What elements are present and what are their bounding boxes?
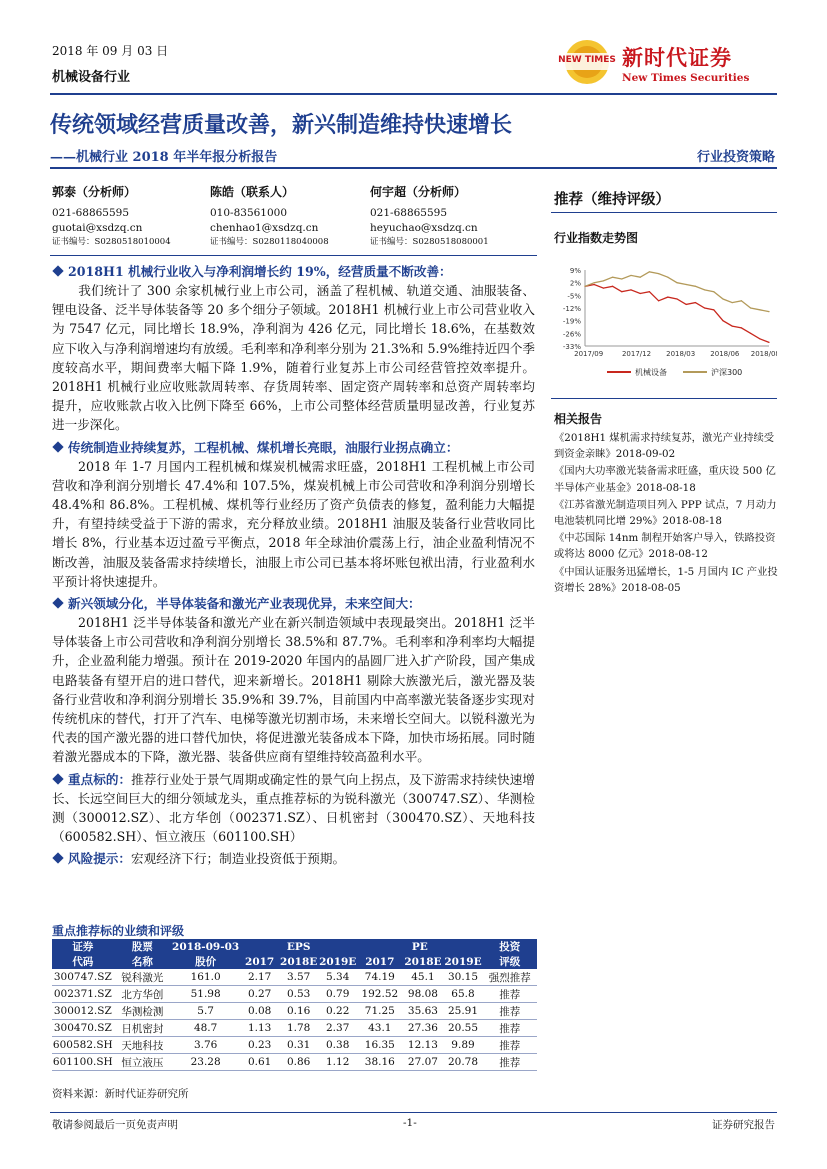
table-cell: 0.38 [318,1037,357,1054]
header-cell: PE [357,939,482,954]
table-row [52,1054,537,1071]
risk-text: 宏观经济下行；制造业投资低于预期。 [130,851,346,867]
table-cell: 推荐 [483,1037,537,1054]
analyst-phone: 021-68865595 [370,207,448,219]
chart-x-tick-label: 2018/08 [750,350,777,358]
table-cell: 0.86 [279,1054,318,1071]
table-cell: 48.7 [171,1020,240,1037]
analyst-card [370,183,530,249]
table-cell: 1.13 [240,1020,279,1037]
table-cell: 20.78 [443,1054,482,1071]
chart-point [630,289,631,290]
header-cell: 2017 [240,954,279,969]
section-heading-text: 新兴领域分化，半导体装备和激光产业表现优异，未来空间大： [68,596,421,612]
table-cell: 74.19 [357,969,402,986]
table-cell: 35.63 [402,1003,443,1020]
table-cell: 天地科技 [114,1037,172,1054]
table-cell: 300470.SZ [52,1020,114,1037]
chart-point [676,298,677,299]
analyst-divider [50,255,537,256]
header-cell: 股价 [171,954,240,969]
bullet-diamond-icon [52,265,63,276]
chart-point [594,282,595,283]
header-cell: 2019E [319,955,357,968]
analyst-name: 何宇超（分析师） [370,185,467,199]
paragraph-text: 2018 年 1-7 月国内工程机械和煤炭机械需求旺盛，2018H1 工程机械上市公司营收和净利润分别增长 47.4%和 107.5%，煤炭机械上市公司营收和净利润分别增长 48.4%和 86.8%。工程机械、煤机等行业经历了资产负债表的修复，盈利能力大幅提升，有望持续受益于下游的需求，充分释放业绩。2018H1 油服及装备行业营收同比增长 8%，行业基本迈过盈亏平衡点，2018 年全球油价震荡上行，油企业盈利情况不断改善，油服及装备需求持续增长，油服上市公司已基本将坏账包袱出清，行业盈利水平预计将快速提升。 [52,458,535,589]
chart-point [621,291,622,292]
table-cell: 0.53 [279,986,318,1003]
analyst-cert: 证书编号：S0280518080001 [370,237,489,247]
chart-point [695,286,696,287]
table-cell: 2.37 [318,1020,357,1037]
table-cell: 38.16 [357,1054,402,1071]
header-cell: 股票 [114,939,172,954]
chart-point [658,300,659,301]
logo-company-en: New Times Securities [622,72,750,84]
header-cell: 代码 [52,954,114,969]
header-cell: 2018E [404,955,442,968]
chart-point [759,309,760,310]
table-cell: 1.78 [279,1020,318,1037]
table-cell: 300012.SZ [52,1003,114,1020]
rating-divider [551,212,777,213]
chart-point [630,275,631,276]
table-cell: 推荐 [483,1020,537,1037]
header-cell: 2017 [357,954,402,969]
chart-point [759,338,760,339]
logo-icon [556,36,618,88]
report-date: 2018 年 09 月 03 日 [52,44,169,58]
analyst-phone: 021-68865595 [52,207,130,219]
section-heading [52,438,535,457]
chart-x-tick-label: 2017/12 [621,350,652,358]
chart-point [768,311,769,312]
chart-point [603,280,604,281]
related-list [554,430,778,596]
section-heading-text: 传统制造业持续复苏，工程机械、煤机增长亮眼，油服行业拐点确立： [68,439,459,455]
chart-point [584,286,585,287]
footer-divider [50,1112,777,1113]
key-picks-text: 推荐行业处于景气周期或确定性的景气向上拐点，及下游需求持续快速增长、长远空间巨大的细分领域龙头，重点推荐标的为锐科激光（300747.SZ）、华测检测（300012.SZ）、北方华创（002371.SZ）、日机密封（300470.SZ）、天地科技（600582.SH）、恒立液压（601100.SH） [52,771,536,845]
table-cell: 强烈推荐 [483,969,537,986]
chart-point [649,271,650,272]
analyst-email[interactable]: heyuchao@xsdzq.cn [370,222,478,234]
table-cell: 0.31 [279,1037,318,1054]
table-cell: 30.15 [443,969,482,986]
table-cell: 推荐 [483,1003,537,1020]
table-cell: 601100.SH [52,1054,114,1071]
bullet-diamond-icon [52,773,63,784]
table-cell: 3.57 [279,969,318,986]
chart-y-tick-label: 9% [569,267,581,275]
chart-x-tick-label: 2018/06 [710,350,740,358]
header-cell: 评级 [483,954,537,969]
page-number: -1- [403,1117,417,1129]
chart-point [667,277,668,278]
chart-point [741,327,742,328]
table-cell: 9.89 [443,1037,482,1054]
table-body [52,969,537,1071]
main-body [52,262,535,869]
related-item[interactable]: 《中芯国际 14nm 制程开始客户导入，铁路投资或将达 8000 亿元》2018-08-12 [554,532,776,561]
analyst-cert: 证书编号：S0280118040008 [210,237,329,247]
table-cell: 27.07 [402,1054,443,1071]
key-picks-paragraph [52,770,535,847]
analyst-email[interactable]: guotai@xsdzq.cn [52,222,143,234]
page-title: 传统领域经营质量改善，新兴制造维持快速增长 [50,112,513,138]
chart-point [695,302,696,303]
table-cell: 300747.SZ [52,969,114,986]
table-cell: 推荐 [483,986,537,1003]
chart-point [686,284,687,285]
rating-label: 推荐（维持评级） [554,191,670,208]
chart-point [667,297,668,298]
table-cell: 16.35 [357,1037,402,1054]
report-category: 行业投资策略 [696,150,775,165]
chart-x-tick-label: 2018/03 [666,350,696,358]
table-row [52,1020,537,1037]
chart-y-tick-label: -33% [562,343,581,351]
table-cell: 北方华创 [114,986,172,1003]
table-cell: 华测检测 [114,1003,172,1020]
table-cell: 日机密封 [114,1020,172,1037]
paragraph [52,281,535,435]
chart-svg [551,262,777,387]
table-cell: 43.1 [357,1020,402,1037]
chart-point [603,287,604,288]
header-cell: 2018E [280,955,318,968]
table-cell: 161.0 [171,969,240,986]
table-cell: 25.91 [443,1003,482,1020]
related-item[interactable]: 《2018H1 煤机需求持续复苏，激光产业持续受到资金亲睐》2018-09-02 [554,432,775,461]
table-cell: 1.12 [318,1054,357,1071]
table-cell: 0.16 [279,1003,318,1020]
chart-point [713,291,714,292]
table-cell: 0.79 [318,986,357,1003]
analyst-phone: 010-83561000 [210,207,288,219]
chart-point [612,286,613,287]
header-cell: 2019E [444,955,482,968]
table-cell: 192.52 [357,986,402,1003]
stock-table [52,939,537,1071]
footer-disclaimer[interactable]: 敬请参阅最后一页免责声明 [52,1119,178,1131]
table-row [52,1003,537,1020]
chart-point [722,320,723,321]
chart-y-tick-label: -12% [562,305,581,313]
chart-legend-label: 沪深300 [711,368,743,377]
related-item[interactable]: 《江苏省激光制造项目列入 PPP 试点，7 月动力电池装机同比增 29%》2018-08-18 [554,498,777,528]
chart-divider [551,398,777,399]
paragraph [52,613,535,767]
chart-series-line-0 [585,285,769,343]
table-cell: 5.7 [171,1003,240,1020]
table-row [52,1037,537,1054]
table-cell: 0.61 [240,1054,279,1071]
table-cell: 98.08 [402,986,443,1003]
chart-point [732,302,733,303]
analyst-name: 陈皓（联系人） [210,185,295,199]
chart-x-tick-label: 2017/09 [574,350,604,358]
chart-y-tick-label: -26% [562,330,581,339]
header-cell: 名称 [114,954,172,969]
table-cell: 3.76 [171,1037,240,1054]
table-cell: 65.8 [443,986,482,1003]
related-item[interactable]: 《国内大功率激光装备需求旺盛，重庆设 500 亿半导体产业基金》2018-08-18 [554,465,776,494]
title-divider [50,167,777,169]
chart-point [722,298,723,299]
header-cell: EPS [240,939,357,954]
table-header-row [52,954,537,969]
section-heading [52,594,535,613]
chart-point [640,277,641,278]
chart-point [686,304,687,305]
page-subtitle: ——机械行业 2018 年半年报分析报告 [50,150,278,165]
chart-point [768,342,769,343]
chart-point [750,333,751,334]
table-cell: 0.08 [240,1003,279,1020]
header-divider [50,93,777,95]
analyst-email[interactable]: chenhao1@xsdzq.cn [210,222,319,234]
analyst-cert: 证书编号：S0280518010004 [52,237,171,247]
header-cell: 证券 [52,939,114,954]
analyst-card [52,183,202,249]
paragraph-text: 我们统计了 300 余家机械行业上市公司，涵盖了程机械、轨道交通、油服装备、锂电设备、泛半导体装备等 20 多个细分子领域。2018H1 机械行业上市公司营业收入为 7547 亿元，同比增长 18.9%，净利润为 426 亿元，同比增长 18.6%，在基数效应下收入与净利润增速均有放缓。毛利率和净利率分别为 21.3%和 5.9%维持近四个季度较高水平，期间费率大幅下降 1.9%，随着行业复苏上市公司经营管控效率提升。2018H1 机械行业应收账款周转率、存货周转率、固定资产周转率和总资产周转率均提升，应收账款占收入比例下降至 66%，上市公司整体经营质量明显改善，行业复苏进一步深化。 [52,283,536,433]
index-chart [551,262,777,387]
chart-point [612,277,613,278]
table-cell: 锐科激光 [114,969,172,986]
chart-point [640,293,641,294]
table-row [52,969,537,986]
related-title: 相关报告 [554,412,603,426]
risk-label: 风险提示： [68,851,131,867]
stock-table-wrap [52,939,537,1071]
table-cell: 20.55 [443,1020,482,1037]
company-logo [556,36,618,88]
section-heading [52,262,535,281]
table-cell: 12.13 [402,1037,443,1054]
analyst-name: 郭泰（分析师） [52,185,137,199]
related-item[interactable]: 《中国认证服务迅猛增长，1-5 月国内 IC 产业投资增长 28%》2018-08-05 [554,565,778,594]
table-cell: 0.27 [240,986,279,1003]
table-cell: 0.23 [240,1037,279,1054]
table-cell: 5.34 [318,969,357,986]
section-heading-text: 2018H1 机械行业收入与净利润增长约 19%，经营质量不断改善： [68,264,452,279]
chart-point [732,325,733,326]
bullet-diamond-icon [52,441,63,452]
table-cell: 71.25 [357,1003,402,1020]
table-title: 重点推荐标的业绩和评级 [52,924,185,938]
chart-y-tick-label: 2% [569,279,581,288]
table-cell: 51.98 [171,986,240,1003]
table-cell: 2.17 [240,969,279,986]
chart-point [704,307,705,308]
chart-point [704,289,705,290]
bullet-diamond-icon [52,853,63,864]
table-cell: 推荐 [483,1054,537,1071]
footer-report-type: 证券研究报告 [712,1119,775,1131]
table-cell: 600582.SH [52,1037,114,1054]
chart-point [594,284,595,285]
analyst-card [210,183,360,249]
chart-point [621,278,622,279]
key-picks-label: 重点标的： [68,771,132,787]
paragraph-text: 2018H1 泛半导体装备和激光产业在新兴制造领域中表现最突出。2018H1 泛半导体装备上市公司营收和净利润分别增长 38.5%和 87.7%。毛利率和净利率均大幅提升，企业盈利能力增强。预计在 2019-2020 年国内的晶圆厂进入扩产阶段，国产集成电路装备有望开启的进口替代，迎来新增长。2018H1 剔除大族激光后，激光器及装备行业营收和净利润分别增长 35.9%和 39.7%，目前国内中高率激光装备逐步实现对传统机床的替代，打开了汽车、电梯等激光切割市场，未来增长空间大。以锐科激光为代表的国产激光器的进口替代加快，将促进激光装备成本下降，加快市场拓展。同时随着激光器成本的下降，激光器、装备供应商有望维持较高盈利水平。 [52,615,535,765]
header-cell: 投资 [483,939,537,954]
paragraph [52,457,535,591]
chart-point [658,273,659,274]
logo-badge-text: NEW TIMES [558,55,616,65]
table-source: 资料来源：新时代证券研究所 [52,1088,189,1100]
table-cell: 002371.SZ [52,986,114,1003]
chart-point [741,300,742,301]
chart-legend-label: 机械设备 [635,368,667,377]
table-cell: 0.22 [318,1003,357,1020]
chart-point [649,291,650,292]
table-header-row [52,939,537,954]
table-cell: 恒立液压 [114,1054,172,1071]
chart-point [676,282,677,283]
chart-point [713,309,714,310]
bullet-diamond-icon [52,597,63,608]
table-cell: 23.28 [171,1054,240,1071]
logo-company-name: 新时代证券 [622,45,732,70]
industry-label: 机械设备行业 [52,70,131,85]
chart-y-tick-label: -19% [562,317,581,326]
chart-point [750,307,751,308]
header-cell: 2018-09-03 [172,940,240,953]
table-cell: 27.36 [402,1020,443,1037]
chart-y-tick-label: -5% [567,292,581,301]
chart-title: 行业指数走势图 [554,231,639,245]
risk-paragraph [52,849,535,868]
table-row [52,986,537,1003]
table-cell: 45.1 [402,969,443,986]
